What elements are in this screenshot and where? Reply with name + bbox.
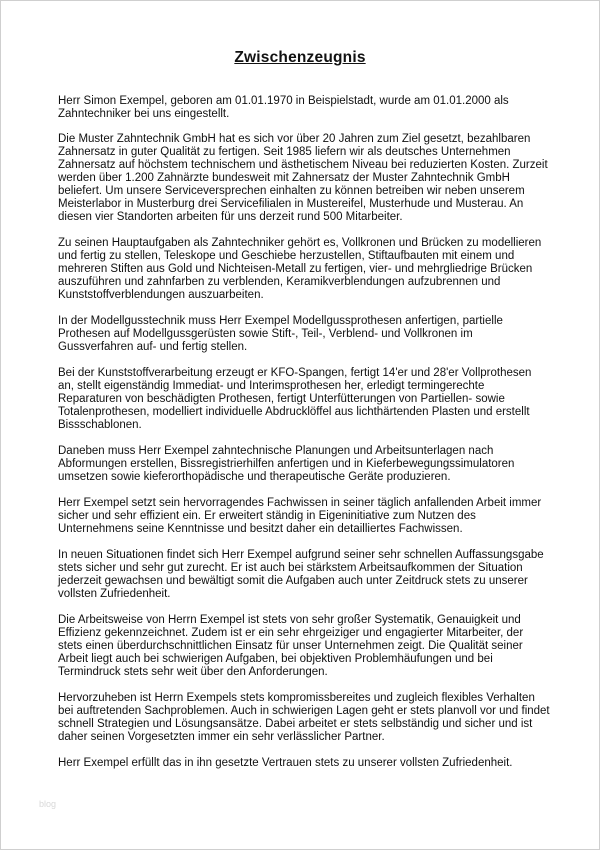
- paragraph-adaptability: In neuen Situationen findet sich Herr Exempel aufgrund seiner sehr schnellen Auffassungsgabe stets sicher und sehr gut zurecht. Er ist auch bei stärkstem Arbeitsaufkommen der Situation jederzeit gewachsen und bewältigt somit die Aufgaben auch unter Zeitdruck stets zu unserer vollsten Zufriedenheit.: [58, 549, 544, 600]
- paragraph-main-tasks: Zu seinen Hauptaufgaben als Zahntechniker gehört es, Vollkronen und Brücken zu modellieren und fertig zu stellen, Teleskope und Geschiebe herzustellen, Stiftaufbauten mit einem und mehreren Stiften aus Gold und Nichteisen-Metall zu fertigen, vier- und mehrgliedrige Brücken auszuführen und zahnfarben zu verblenden, Keramikverblendungen aufzubrennen und Kunststoffverblendungen auszuarbeiten.: [58, 237, 542, 301]
- document-body: [58, 95, 550, 770]
- paragraph-expertise: Herr Exempel setzt sein hervorragendes Fachwissen in seiner täglich anfallenden Arbeit immer sicher und sehr effizient ein. Er erweitert ständig in Eigeninitiative zum Nutzen des Unternehmens seine Kenntnisse und besitzt daher ein detailliertes Fachwissen.: [58, 497, 542, 535]
- watermark: blog: [39, 799, 57, 809]
- paragraph-work-style: Die Arbeitsweise von Herrn Exempel ist stets von sehr großer Systematik, Genauigkeit und Effizienz gekennzeichnet. Zudem ist er ein sehr ehrgeiziger und engagierter Mitarbeiter, der stets einen überdurchschnittlichen Einsatz für unser Unternehmen zeigt. Die Qualität seiner Arbeit liegt auch bei schwierigen Aufgaben, bei objektiven Problemhäufungen und bei Termindruck stets sehr weit über den Anforderungen.: [58, 614, 524, 678]
- paragraph-model-casting: In der Modellgusstechnik muss Herr Exempel Modellgussprothesen anfertigen, partielle Prothesen auf Modellgussgerüsten sowie Stift-, Teil-, Verblend- und Vollkronen im Gussverfahren auf- und fertig stellen.: [58, 315, 503, 353]
- paragraph-company-description: Die Muster Zahntechnik GmbH hat es sich vor über 20 Jahren zum Ziel gesetzt, bezahlbaren Zahnersatz in guter Qualität zu fertigen. Seit 1985 liefern wir als deutsches Unternehmen Zahnersatz auf höchstem technischem und ästhetischem Niveau bei reduzierten Kosten. Zurzeit werden über 1.200 Zahnärzte bundesweit mit Zahnersatz der Muster Zahntechnik GmbH beliefert. Um unsere Serviceversprechen einhalten zu können betreiben wir neben unserem Meisterlabor in Musterburg drei Servicefilialen in Mustereifel, Musterhude und Musterau. An diesen vier Standorten arbeiten für uns derzeit rund 500 Mitarbeiter.: [58, 133, 548, 223]
- paragraph-behavior: Hervorzuheben ist Herrn Exempels stets kompromissbereites und zugleich flexibles Verhalten bei auftretenden Sachproblemen. Auch in schwierigen Lagen geht er stets planvoll vor und findet schnell Strategien und Lösungsansätze. Dabei arbeitet er stets selbständig und sicher und ist daher seinen Vorgesetzten immer ein sehr verlässlicher Partner.: [58, 692, 550, 743]
- paragraph-plastic-processing: Bei der Kunststoffverarbeitung erzeugt er KFO-Spangen, fertigt 14'er und 28'er Vollprothesen an, stellt eigenständig Immediat- und Interimsprothesen her, erledigt termingerechte Reparaturen von beschädigten Prothesen, fertigt Unterfütterungen von Partiellen- sowie Totalenprothesen, modelliert individuelle Abdrucklöffel aus lichthärtenden Plasten und erstellt Bissschablonen.: [58, 367, 532, 431]
- paragraph-planning: Daneben muss Herr Exempel zahntechnische Planungen und Arbeitsunterlagen nach Abformungen erstellen, Bissregistrierhilfen anfertigen und in Kieferbewegungssimulatoren umsetzen sowie kieferorthopädische und therapeutische Geräte produzieren.: [58, 445, 515, 483]
- document-title: Zwischenzeugnis: [234, 49, 366, 66]
- paragraph-closing: Herr Exempel erfüllt das in ihn gesetzte Vertrauen stets zu unserer vollsten Zufriedenheit.: [58, 757, 513, 769]
- paragraph-introduction: Herr Simon Exempel, geboren am 01.01.1970 in Beispielstadt, wurde am 01.01.2000 als Zahntechniker bei uns eingestellt.: [58, 95, 509, 120]
